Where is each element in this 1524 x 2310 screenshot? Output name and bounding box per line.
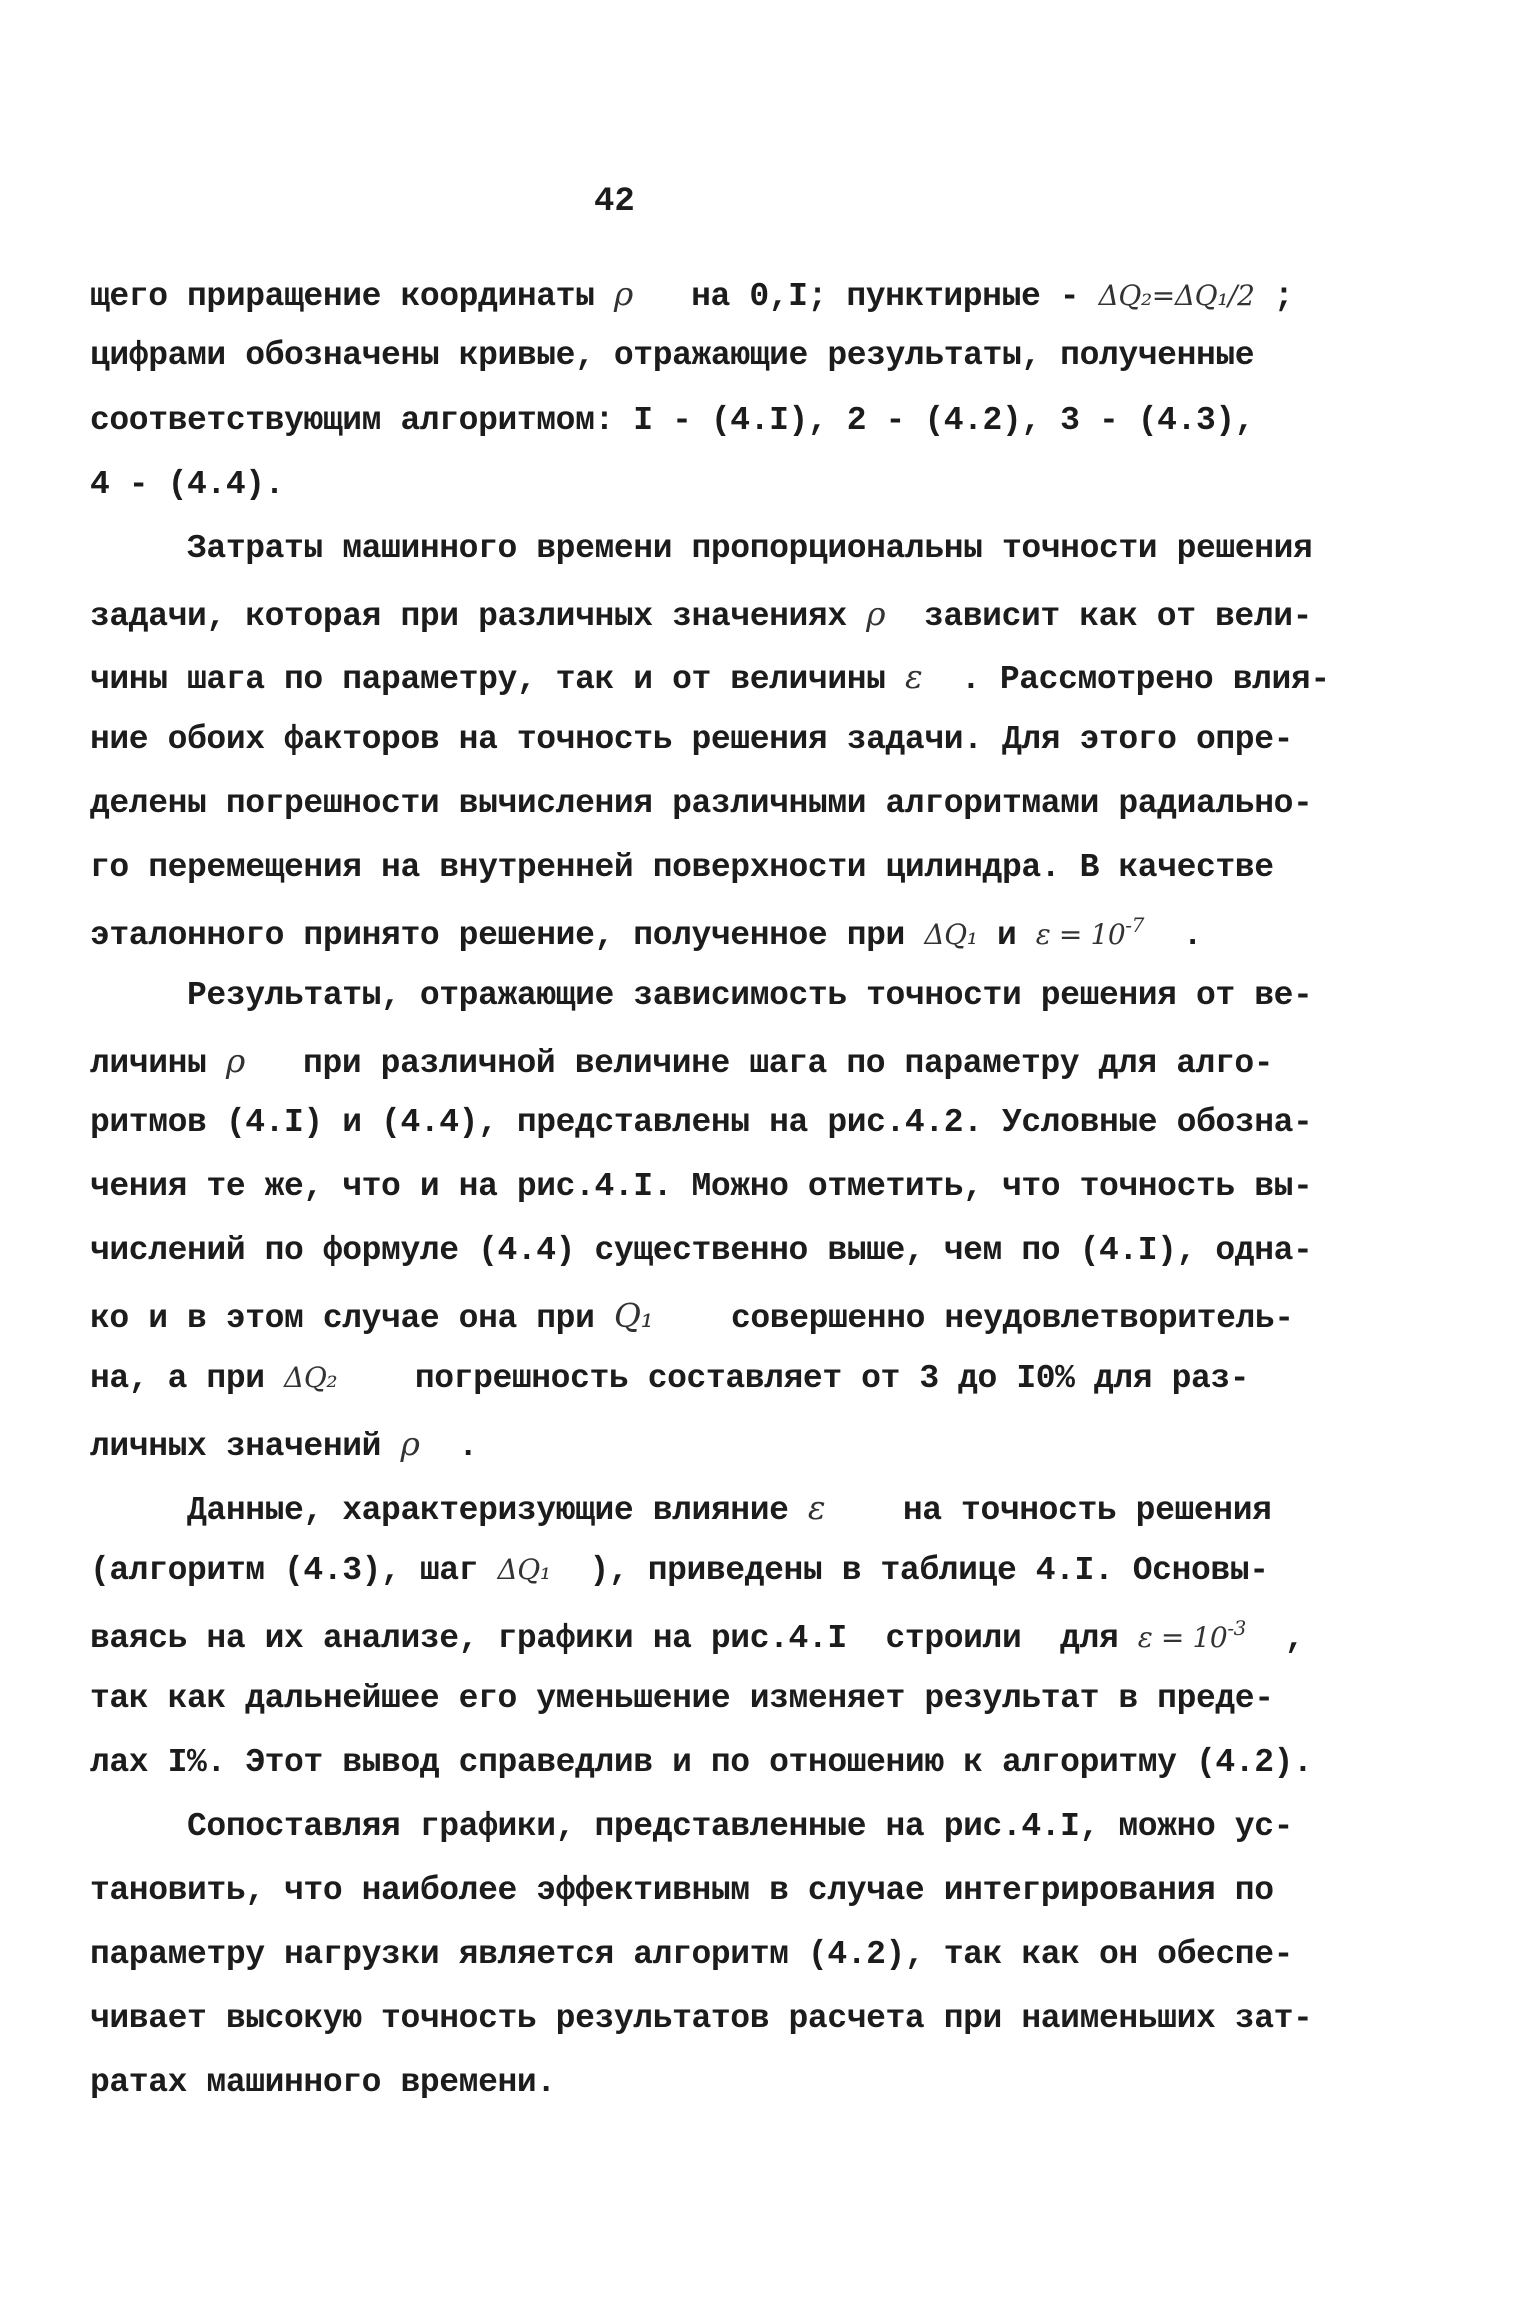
text-line — [90, 594, 1312, 635]
text-segment: так как дальнейшее его уменьшение изменяет результат в преде- — [90, 1680, 1274, 1717]
text-segment: ; — [1254, 278, 1294, 315]
text-segment: . — [419, 1428, 478, 1465]
page-number: 42 — [594, 183, 635, 221]
text-segment: Затраты машинного времени пропорциональны точности решения — [90, 530, 1313, 567]
text-line — [90, 1808, 1293, 1845]
handwritten-formula: ΔQ₂=ΔQ₁/2 — [1098, 279, 1255, 312]
text-segment: соответствующим алгоритмом: I - (4.I), 2 - (4.2), 3 - (4.3), — [90, 402, 1255, 439]
text-line — [90, 785, 1312, 822]
text-segment: Результаты, отражающие зависимость точности решения от ве- — [90, 977, 1313, 1014]
text-segment: эталонного принято решение, полученное при — [90, 917, 925, 954]
text-line — [90, 721, 1293, 758]
text-segment: на 0,I; пунктирные - — [632, 278, 1099, 315]
text-segment: делены погрешности вычисления различными алгоритмами радиально- — [90, 785, 1313, 822]
text-line — [90, 1616, 1304, 1657]
text-segment: Данные, характеризующие влияние — [90, 1492, 808, 1529]
text-line — [90, 1488, 1272, 1529]
text-segment: 4 - (4.4). — [90, 466, 285, 503]
text-segment: на, а при — [90, 1360, 285, 1397]
text-line — [90, 1168, 1312, 1205]
handwritten-formula: ρ — [866, 594, 886, 633]
text-segment: параметру нагрузки является алгоритм (4.2), так как он обеспе- — [90, 1936, 1294, 1973]
handwritten-formula: ε = 10 — [1035, 918, 1126, 951]
text-line — [90, 1360, 1249, 1397]
text-segment: щего приращение координаты — [90, 278, 614, 315]
text-segment: задачи, которая при различных значениях — [90, 598, 867, 635]
handwritten-formula: ε = 10 — [1137, 1621, 1228, 1654]
handwritten-formula: ρ — [225, 1041, 245, 1080]
text-segment: ние обоих факторов на точность решения задачи. Для этого опре- — [90, 721, 1294, 758]
text-line — [90, 657, 1330, 698]
text-segment: зависит как от вели- — [885, 598, 1313, 635]
text-segment: , — [1246, 1620, 1305, 1657]
handwritten-formula: ΔQ₂ — [284, 1361, 338, 1394]
text-segment: . Рассмотрено влия- — [922, 661, 1330, 698]
handwritten-exponent: -3 — [1227, 1616, 1246, 1640]
text-segment: погрешность составляет от 3 до I0% для раз- — [337, 1360, 1250, 1397]
handwritten-formula: Q₁ — [613, 1296, 654, 1335]
text-line — [90, 337, 1254, 374]
text-segment: (алгоритм (4.3), шаг — [90, 1552, 498, 1589]
handwritten-exponent: -7 — [1125, 913, 1144, 937]
text-segment: чины шага по параметру, так и от величины — [90, 661, 905, 698]
text-line — [90, 849, 1274, 886]
text-line — [90, 1232, 1312, 1269]
text-segment: ), приведены в таблице 4.I. Основы- — [550, 1552, 1269, 1589]
text-segment: личины — [90, 1045, 226, 1082]
text-segment: ритмов (4.I) и (4.4), представлены на рис.4.2. Условные обозна- — [90, 1104, 1313, 1141]
text-segment: и — [977, 917, 1036, 954]
handwritten-formula: ε — [807, 1488, 826, 1527]
text-segment: ваясь на их анализе, графики на рис.4.I строили для — [90, 1620, 1138, 1657]
text-line — [90, 1744, 1312, 1781]
handwritten-formula: ΔQ₁ — [497, 1553, 551, 1586]
text-segment: числений по формуле (4.4) существенно выше, чем по (4.I), одна- — [90, 1232, 1313, 1269]
text-segment: при различной величине шага по параметру для алго- — [244, 1045, 1274, 1082]
text-segment: ко и в этом случае она при — [90, 1300, 614, 1337]
text-segment: лах I%. Этот вывод справедлив и по отношению к алгоритму (4.2). — [90, 1744, 1313, 1781]
handwritten-formula: ε — [904, 657, 923, 696]
handwritten-formula: ΔQ₁ — [924, 918, 978, 951]
text-line — [90, 2000, 1312, 2037]
text-line — [90, 530, 1312, 567]
text-line — [90, 1872, 1274, 1909]
handwritten-formula: ρ — [613, 274, 633, 313]
text-line — [90, 1424, 478, 1465]
text-line — [90, 2064, 556, 2101]
text-line — [90, 402, 1254, 439]
text-line — [90, 1552, 1269, 1589]
text-line — [90, 1936, 1293, 1973]
handwritten-formula: ρ — [400, 1424, 420, 1463]
text-segment: личных значений — [90, 1428, 401, 1465]
text-segment: тановить, что наиболее эффективным в случае интегрирования по — [90, 1872, 1274, 1909]
text-line — [90, 274, 1293, 315]
text-segment: совершенно неудовлетворитель- — [653, 1300, 1294, 1337]
text-segment: . — [1143, 917, 1203, 954]
text-segment: Сопоставляя графики, представленные на рис.4.I, можно ус- — [90, 1808, 1294, 1845]
text-line — [90, 1680, 1274, 1717]
text-segment: ратах машинного времени. — [90, 2064, 556, 2101]
text-line — [90, 1104, 1312, 1141]
text-line — [90, 977, 1312, 1014]
text-segment: цифрами обозначены кривые, отражающие результаты, полученные — [90, 337, 1255, 374]
text-segment: на точность решения — [825, 1492, 1272, 1529]
text-line — [90, 466, 284, 503]
text-segment: го перемещения на внутренней поверхности цилиндра. В качестве — [90, 849, 1274, 886]
text-segment: чения те же, что и на рис.4.I. Можно отметить, что точность вы- — [90, 1168, 1313, 1205]
text-line — [90, 913, 1202, 954]
text-segment: чивает высокую точность результатов расчета при наименьших зат- — [90, 2000, 1313, 2037]
text-line — [90, 1296, 1294, 1337]
text-line — [90, 1041, 1273, 1082]
